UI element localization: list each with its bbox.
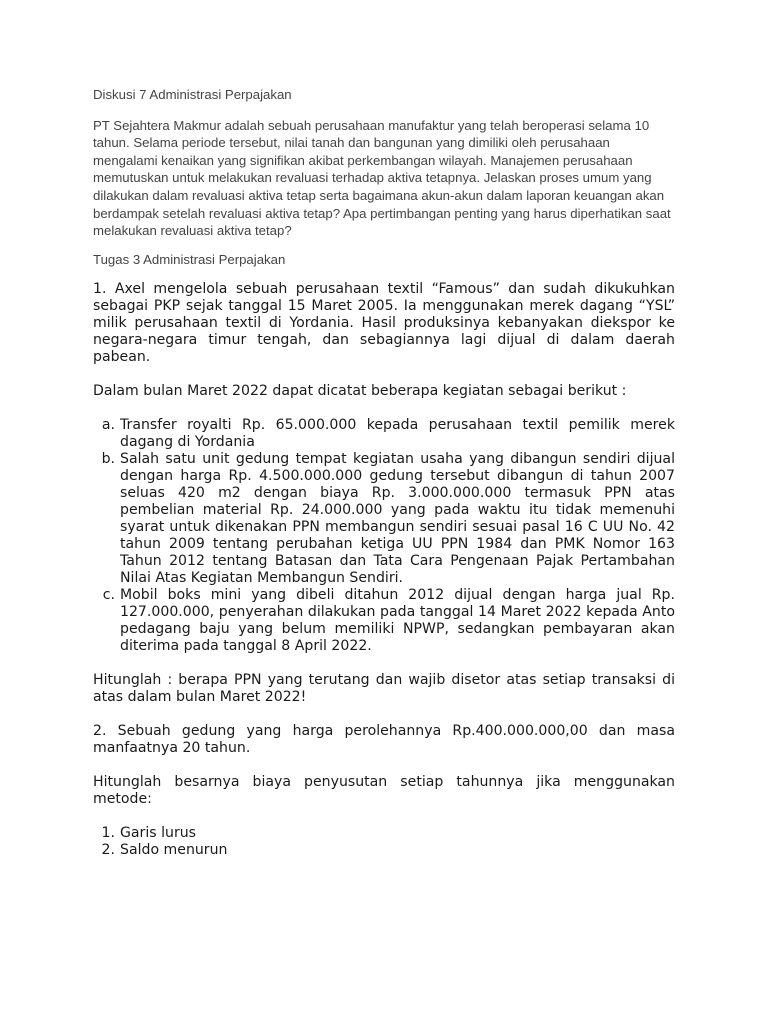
document-page xyxy=(93,86,675,859)
question-1-intro: 1. Axel mengelola sebuah perusahaan textil “Famous” dan sudah dikukuhkan sebagai PKP sejak tanggal 15 Maret 2005. Ia menggunakan merek dagang “YSL” milik perusahaan textil di Yordania. Hasil produksinya kebanyakan diekspor ke negara-negara timur tengah, dan sebagiannya lagi dijual di dalam daerah pabean. xyxy=(93,281,675,366)
question-2-question: Hitunglah besarnya biaya penyusutan setiap tahunnya jika menggunakan metode: xyxy=(93,774,675,808)
list-marker: 1. xyxy=(101,825,115,842)
list-item xyxy=(93,587,675,655)
list-item xyxy=(93,451,675,587)
method-list xyxy=(93,825,675,859)
list-item-text: Mobil boks mini yang dibeli ditahun 2012 dijual dengan harga jual Rp. 127.000.000, penyerahan dilakukan pada tanggal 14 Maret 2022 kepada Anto pedagang baju yang belum memiliki NPWP, sedangkan pembayaran akan diterima pada tanggal 8 April 2022. xyxy=(120,587,675,655)
list-marker: b. xyxy=(101,451,115,468)
list-marker: a. xyxy=(101,417,115,434)
list-item-text: Saldo menurun xyxy=(120,842,228,859)
list-item-text: Salah satu unit gedung tempat kegiatan usaha yang dibangun sendiri dijual dengan harga Rp. 4.500.000.000 gedung tersebut dibangun di tahun 2007 seluas 420 m2 dengan biaya Rp. 3.000.000.000 termasuk PPN atas pembelian material Rp. 24.000.000 yang pada waktu itu tidak memenuhi syarat untuk dikenakan PPN membangun sendiri sesuai pasal 16 C UU No. 42 tahun 2009 tentang perubahan ketiga UU PPN 1984 dan PMK Nomor 163 Tahun 2012 tentang Batasan dan Tata Cara Pengenaan Pajak Pertambahan Nilai Atas Kegiatan Membangun Sendiri. xyxy=(120,451,675,587)
list-item xyxy=(93,842,675,859)
transaction-list xyxy=(93,417,675,655)
list-marker: c. xyxy=(102,587,115,604)
list-item xyxy=(93,825,675,842)
question-2-intro: 2. Sebuah gedung yang harga perolehannya Rp.400.000.000,00 dan masa manfaatnya 20 tahun. xyxy=(93,723,675,757)
list-item-text: Garis lurus xyxy=(120,825,197,842)
list-item-text: Transfer royalti Rp. 65.000.000 kepada perusahaan textil pemilik merek dagang di Yordania xyxy=(120,417,675,451)
assignment-title: Tugas 3 Administrasi Perpajakan xyxy=(93,251,286,267)
question-1-question: Hitunglah : berapa PPN yang terutang dan wajib disetor atas setiap transaksi di atas dalam bulan Maret 2022! xyxy=(93,672,675,706)
list-marker: 2. xyxy=(101,842,115,859)
discussion-body: PT Sejahtera Makmur adalah sebuah perusahaan manufaktur yang telah beroperasi selama 10 tahun. Selama periode tersebut, nilai tanah dan bangunan yang dimiliki oleh perusahaan mengalami kenaikan yang signifikan akibat perkembangan wilayah. Manajemen perusahaan memutuskan untuk melakukan revaluasi terhadap aktiva tetapnya. Jelaskan proses umum yang dilakukan dalam revaluasi aktiva tetap serta bagaimana akun-akun dalam laporan keuangan akan berdampak setelah revaluasi aktiva tetap? Apa pertimbangan penting yang harus diperhatikan saat melakukan revaluasi aktiva tetap? xyxy=(93,117,671,239)
list-item xyxy=(93,417,675,451)
discussion-title: Diskusi 7 Administrasi Perpajakan xyxy=(93,87,292,102)
question-1-context: Dalam bulan Maret 2022 dapat dicatat beberapa kegiatan sebagai berikut : xyxy=(93,383,627,400)
